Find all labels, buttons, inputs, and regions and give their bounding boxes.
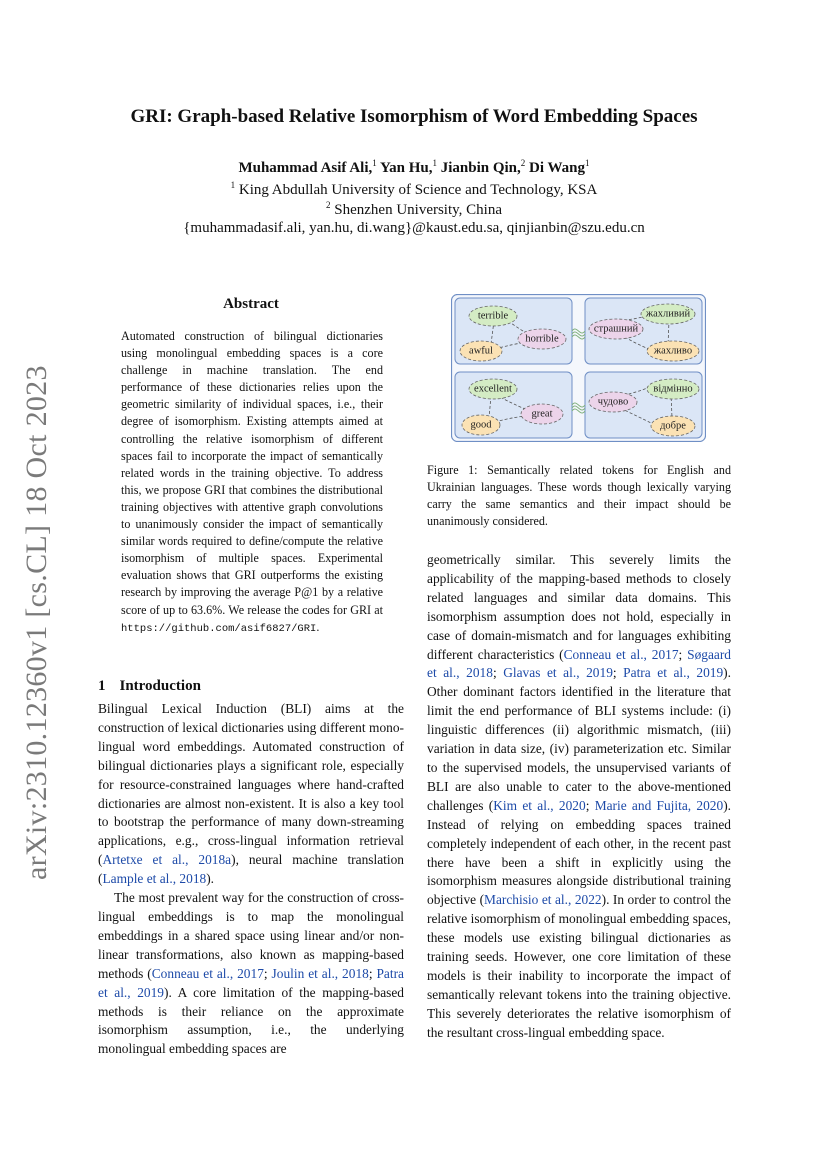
word-label: жахливо: [653, 345, 693, 357]
affiliation: [0, 200, 828, 219]
author-affil-mark: 1: [432, 158, 437, 168]
body-paragraph: [427, 551, 731, 1043]
paragraph-text: ). Other dominant factors identified in the literature that limit the end performance of BLI systems include: (i) linguistic differences (ii) algorithmic mismatch, (iii) variation in data size, (iv) parameterization etc. Similar to the supervised models, the unsupervised variants of BLI are also unable to cater to the above-mentioned challenges (: [427, 665, 731, 813]
paragraph-text: ). A core limitation of the mapping-based methods is their reliance on the approximate isomorphism assumption, i.e., the underlying monolingual embedding spaces are: [98, 984, 404, 1057]
right-column-text: [427, 551, 731, 1043]
author-name: Di Wang: [529, 160, 586, 176]
author-affil-mark: 2: [520, 158, 526, 168]
word-label: відмінно: [653, 383, 693, 395]
citation-link[interactable]: Søgaard et al., 2018: [427, 646, 732, 681]
word-label: great: [531, 408, 553, 420]
citation-link[interactable]: Marchisio et al., 2022: [484, 892, 602, 908]
abstract-end: .: [316, 619, 320, 634]
figure-1: [451, 294, 706, 442]
citation-link[interactable]: Lample et al., 2018: [102, 871, 207, 887]
word-label: awful: [469, 345, 493, 357]
affiliation-text: King Abdullah University of Science and Technology, KSA: [238, 182, 598, 198]
citation-separator: ;: [492, 665, 504, 681]
paragraph-text: geometrically similar. This severely limits the applicability of the mapping-based methods to closely related languages and similar data domains. This isomorphism assumption does not hold, especially in case of domain-mismatch and for languages exhibiting different characteristics (: [427, 552, 731, 662]
paper-title: GRI: Graph-based Relative Isomorphism of Word Embedding Spaces: [130, 106, 698, 127]
citation-link[interactable]: Patra et al., 2019: [623, 665, 724, 681]
author-affil-mark: 1: [585, 158, 590, 168]
citation-link[interactable]: Artetxe et al., 2018a: [102, 852, 232, 868]
paragraph-text: The most prevalent way for the construction of cross-lingual embeddings is to map the monolingual embeddings in a shared space using linear and/or non-linear transformations, also known as mapping-based methods (: [98, 890, 404, 981]
affiliation: [0, 180, 828, 199]
author-emails: {muhammadasif.ali, yan.hu, di.wang}@kaust.edu.sa, qinjianbin@szu.edu.cn: [183, 220, 645, 236]
affiliation-mark: 1: [230, 180, 236, 190]
section-title: Introduction: [119, 678, 201, 694]
intro-paragraph: [98, 700, 404, 889]
figure-caption: Figure 1: Semantically related tokens for English and Ukrainian languages. These words though lexically varying carry the same semantics and their impact should be unanimously considered.: [427, 463, 731, 529]
intro-column: [98, 700, 404, 1059]
abstract-heading: Abstract: [223, 296, 279, 312]
word-label: horrible: [525, 333, 559, 345]
abstract-body: [121, 328, 383, 638]
section-heading: [98, 678, 404, 695]
author-name: Yan Hu,: [379, 160, 433, 176]
paragraph-text: ), neural machine translation (: [98, 852, 404, 887]
affiliation-text: Shenzhen University, China: [334, 202, 502, 218]
citation-separator: ;: [263, 965, 272, 981]
arxiv-identifier: arXiv:2310.12360v1 [cs.CL] 18 Oct 2023: [20, 365, 53, 880]
citation-link[interactable]: Glavas et al., 2019: [503, 665, 613, 681]
citation-link[interactable]: Conneau et al., 2017: [563, 646, 679, 662]
word-label: чудово: [597, 396, 629, 408]
author-affil-mark: 1: [372, 158, 377, 168]
arxiv-watermark: [12, 360, 58, 880]
word-label: жахливий: [645, 308, 691, 320]
paragraph-text: Bilingual Lexical Induction (BLI) aims at the construction of lexical dictionaries using different mono-lingual word embeddings. Automated construction of bilingual dictionaries plays a significant role, especially for resource-constrained languages where hand-crafted dictionaries are almost non-existent. It is also a key tool to bootstrap the performance of many down-streaming applications, e.g., cross-lingual information retrieval (: [98, 701, 404, 868]
intro-paragraph: [98, 889, 404, 1059]
citation-separator: ;: [678, 646, 688, 662]
word-label: good: [470, 419, 492, 431]
citation-link[interactable]: Conneau et al., 2017: [151, 965, 264, 981]
word-label: добре: [660, 420, 686, 432]
affiliation-mark: 2: [326, 200, 331, 210]
citation-link[interactable]: Patra et al., 2019: [98, 965, 404, 1000]
citation-link[interactable]: Marie and Fujita, 2020: [594, 797, 724, 813]
word-label: excellent: [474, 383, 512, 395]
paragraph-text: ). In order to control the relative isomorphism of monolingual embedding spaces, these models use existing bilingual dictionaries as training seeds. However, one core limitation of these models is their inability to incorporate the impact of semantically relevant tokens into the training objective. This severely deteriorates the relative isomorphism of the resultant cross-lingual embedding space.: [427, 892, 731, 1040]
paragraph-text: ). Instead of relying on embedding spaces trained completely independent of each other, in the recent past there have been a shift in explicitly using the isomorphism measures alongside distributional training objective (: [427, 797, 731, 908]
word-label: страшний: [593, 323, 639, 335]
citation-separator: ;: [612, 665, 624, 681]
citation-link[interactable]: Kim et al., 2020: [493, 797, 586, 813]
word-label: terrible: [477, 310, 509, 322]
citation-separator: ;: [585, 797, 595, 813]
section-number: 1: [98, 678, 106, 694]
code-link[interactable]: https://github.com/asif6827/GRI: [121, 622, 317, 635]
author-name: Jianbin Qin,: [440, 160, 521, 176]
citation-separator: ;: [368, 965, 377, 981]
author-name: Muhammad Asif Ali,: [238, 160, 373, 176]
abstract-text: Automated construction of bilingual dictionaries using monolingual embedding spaces is a core challenge in machine translation. The end performance of these dictionaries relies upon the geometric similarity of individual spaces, i.e., their degree of isomorphism. Existing attempts aimed at controlling the relative isomorphism of different spaces fail to incorporate the impact of semantically related words in the training objective. To address this, we propose GRI that combines the distributional training objectives with attentive graph convolutions to unanimously consider the impact of semantically similar words required to define/compute the relative isomorphism of multiple spaces. Experimental evaluation shows that GRI outperforms the existing research by improving the average P@1 by a relative score of up to 63.6%. We release the codes for GRI at: [121, 329, 383, 617]
author-list: [0, 158, 828, 177]
paragraph-text: ).: [206, 871, 215, 887]
citation-link[interactable]: Joulin et al., 2018: [271, 965, 369, 981]
